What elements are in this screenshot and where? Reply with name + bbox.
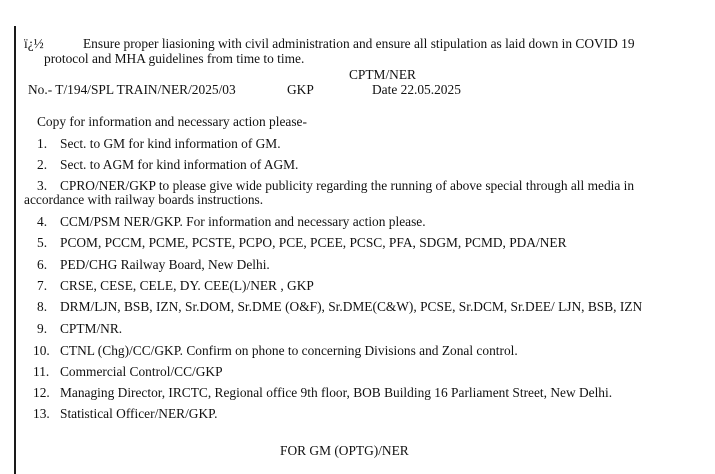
garbled-prefix: ï¿½ <box>24 36 44 51</box>
recipient-number: 13. <box>33 406 50 421</box>
recipient-text: CPTM/NR. <box>60 321 123 336</box>
recipient-item <box>33 364 223 380</box>
recipient-item <box>33 406 217 422</box>
recipient-item <box>37 257 270 273</box>
recipient-text: CRSE, CESE, CELE, DY. CEE(L)/NER , GKP <box>60 278 314 293</box>
recipient-text: Sect. to AGM for kind information of AGM. <box>60 157 299 172</box>
instruction-line-2: protocol and MHA guidelines from time to time. <box>44 51 305 66</box>
recipient-text: Managing Director, IRCTC, Regional office 9th floor, BOB Building 16 Parliament Street, New Delhi. <box>60 385 613 400</box>
recipient-number: 10. <box>33 343 50 358</box>
recipient-number: 5. <box>37 235 48 250</box>
recipient-number: 4. <box>37 214 48 229</box>
recipient-item <box>37 235 567 251</box>
recipient-number: 7. <box>37 278 48 293</box>
recipient-text-continued: accordance with railway boards instructions. <box>24 192 264 207</box>
recipient-text: Statistical Officer/NER/GKP. <box>60 406 218 421</box>
recipient-number: 12. <box>33 385 50 400</box>
recipient-item <box>37 157 298 173</box>
issue-date: Date 22.05.2025 <box>372 82 461 97</box>
recipient-text: Sect. to GM for kind information of GM. <box>60 136 281 151</box>
recipient-item <box>37 321 122 337</box>
recipient-number: 9. <box>37 321 48 336</box>
instruction-line-1: Ensure proper liasioning with civil administration and ensure all stipulation as laid down in COVID 19 <box>83 36 635 51</box>
recipient-text: Commercial Control/CC/GKP <box>60 364 223 379</box>
reference-number: No.- T/194/SPL TRAIN/NER/2025/03 <box>28 82 236 97</box>
recipient-item <box>37 299 642 315</box>
signature-line: FOR GM (OPTG)/NER <box>280 443 409 458</box>
copy-intro: Copy for information and necessary action please- <box>37 114 307 129</box>
recipient-text: CCM/PSM NER/GKP. For information and necessary action please. <box>60 214 426 229</box>
recipient-text: DRM/LJN, BSB, IZN, Sr.DOM, Sr.DME (O&F), Sr.DME(C&W), PCSE, Sr.DCM, Sr.DEE/ LJN, BSB, IZN <box>60 299 643 314</box>
recipient-item <box>37 214 426 230</box>
office-code: CPTM/NER <box>349 67 416 82</box>
recipient-number: 2. <box>37 157 48 172</box>
recipient-number: 1. <box>37 136 48 151</box>
recipient-number: 11. <box>33 364 50 379</box>
recipient-number: 3. <box>37 178 48 193</box>
recipient-text: CPRO/NER/GKP to please give wide publicity regarding the running of above special through all media in <box>60 178 635 193</box>
recipient-item <box>37 278 314 294</box>
recipient-number: 8. <box>37 299 48 314</box>
recipient-text: PED/CHG Railway Board, New Delhi. <box>60 257 270 272</box>
recipient-item <box>33 385 612 401</box>
recipient-item <box>33 343 518 359</box>
station-code: GKP <box>287 82 314 97</box>
recipient-number: 6. <box>37 257 48 272</box>
recipient-text: PCOM, PCCM, PCME, PCSTE, PCPO, PCE, PCEE, PCSC, PFA, SDGM, PCMD, PDA/NER <box>60 235 567 250</box>
left-margin-rule <box>14 26 16 474</box>
recipient-text: CTNL (Chg)/CC/GKP. Confirm on phone to concerning Divisions and Zonal control. <box>60 343 518 358</box>
recipient-item <box>37 136 281 152</box>
